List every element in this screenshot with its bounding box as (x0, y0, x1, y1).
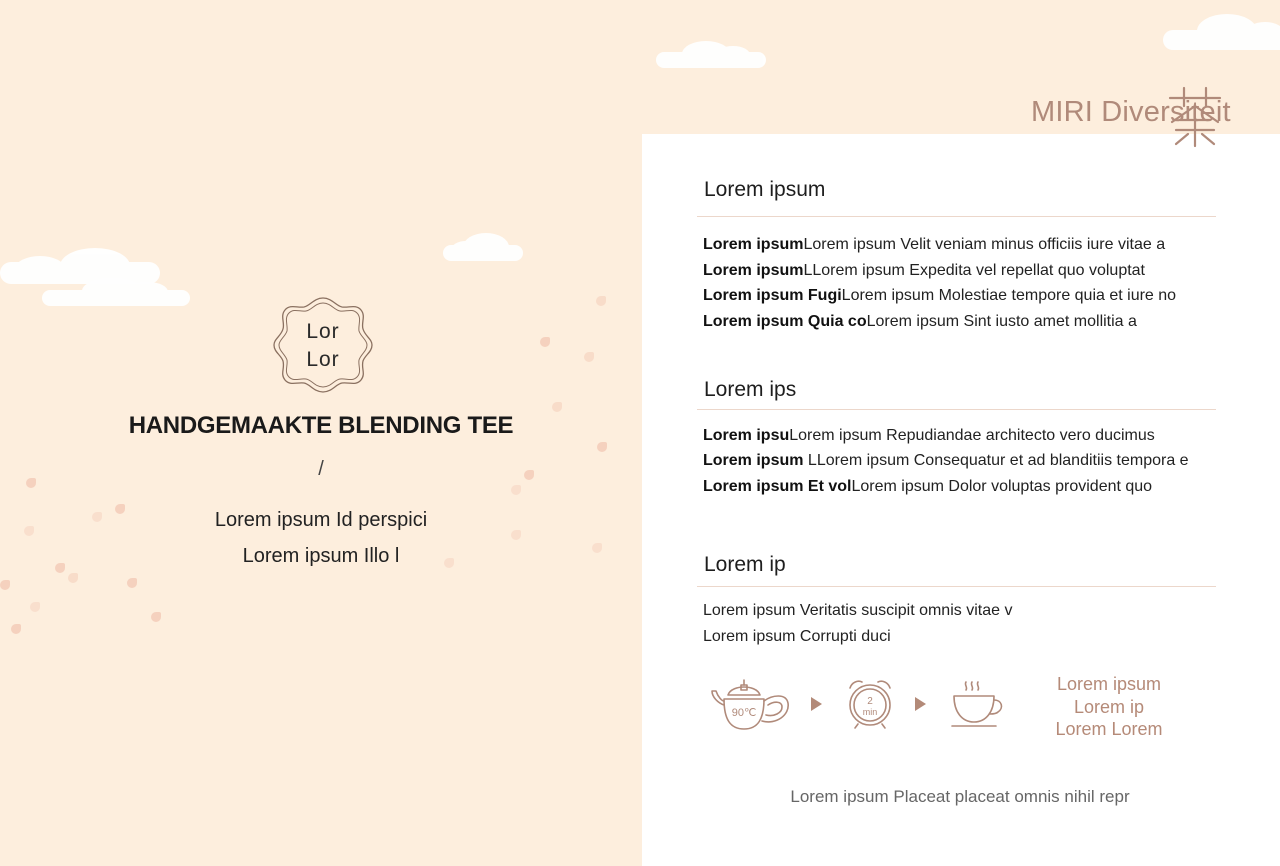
spec-key: Lorem ipsum Quia co (703, 313, 867, 330)
brewing-note-line: Lorem ipsum (1056, 674, 1162, 694)
petal-icon (552, 402, 562, 412)
brewing-note-line: Lorem ip (1073, 696, 1145, 717)
cloud-decoration (443, 245, 523, 261)
section-heading-1: Lorem ipsum (704, 178, 826, 201)
petal-icon (11, 624, 21, 634)
brewing-text-line: Lorem ipsum Corrupti duci (703, 628, 891, 645)
page-title: HANDGEMAAKTE BLENDING TEE (128, 412, 514, 439)
temperature-label: 90℃ (731, 707, 757, 719)
badge-line-2: Lor (306, 348, 340, 371)
spec-value: Lorem ipsum Molestiae tempore quia et iure no (841, 287, 1177, 304)
petal-icon (151, 612, 161, 622)
cloud-decoration (0, 262, 160, 284)
petal-icon (596, 296, 606, 306)
petal-icon (30, 602, 40, 612)
spec-value: Lorem ipsum Velit veniam minus officiis iure vitae a (803, 236, 1166, 253)
spec-row (703, 262, 1145, 280)
step-arrow-icon (915, 697, 926, 711)
petal-icon (540, 337, 550, 347)
time-unit: min (862, 707, 878, 717)
petal-icon (511, 485, 521, 495)
brewing-text-line: Lorem ipsum Veritatis suscipit omnis vitae v (703, 602, 1013, 619)
section-divider (697, 586, 1216, 587)
cloud-decoration (1163, 30, 1280, 50)
footer-note: Lorem ipsum Placeat placeat omnis nihil repr (790, 787, 1130, 806)
spec-value: Lorem ipsum Repudiandae architecto vero ducimus (789, 427, 1155, 444)
petal-icon (0, 580, 10, 590)
spec-key: Lorem ipsum Et vol (703, 478, 852, 495)
brewing-note (1030, 673, 1188, 741)
spec-row (703, 236, 1165, 254)
spec-key: Lorem ipsum (703, 236, 804, 253)
petal-icon (597, 442, 607, 452)
subtitle-line-2: Lorem ipsum Illo l (242, 545, 400, 567)
petal-icon (127, 578, 137, 588)
spec-key: Lorem ipsu (703, 427, 790, 444)
alarm-clock-icon (846, 678, 894, 730)
cloud-decoration (42, 290, 190, 306)
spec-value: LLorem ipsum Expedita vel repellat quo voluptat (803, 262, 1145, 279)
section-heading-2: Lorem ips (704, 378, 797, 401)
step-arrow-icon (811, 697, 822, 711)
spec-value: LLorem ipsum Consequatur et ad blanditiis tempora e (803, 452, 1189, 469)
tea-character-icon (1166, 84, 1224, 148)
spec-row (703, 287, 1176, 305)
teapot-icon (710, 677, 792, 731)
badge-line-1: Lor (306, 320, 340, 343)
subtitle-line-1: Lorem ipsum Id perspici (214, 509, 428, 531)
brewing-note-line: Lorem Lorem (1055, 719, 1163, 739)
time-value: 2 (867, 696, 873, 707)
brand-name: MIRI Diversiteit (1031, 96, 1231, 128)
section-heading-3: Lorem ip (704, 553, 786, 576)
spec-value: Lorem ipsum Sint iusto amet mollitia a (866, 313, 1137, 330)
spec-value: Lorem ipsum Dolor voluptas provident quo (851, 478, 1153, 495)
badge-text (272, 318, 374, 374)
section-divider (697, 409, 1216, 410)
petal-icon (68, 573, 78, 583)
spec-row (703, 452, 1189, 470)
section-divider (697, 216, 1216, 217)
spec-row (703, 478, 1152, 496)
tea-cup-icon (950, 680, 1006, 730)
spec-key: Lorem ipsum (703, 452, 804, 469)
spec-row (703, 427, 1155, 445)
spec-row (703, 313, 1137, 331)
spec-key: Lorem ipsum (703, 262, 804, 279)
petal-icon (584, 352, 594, 362)
spec-key: Lorem ipsum Fugi (703, 287, 842, 304)
cloud-decoration (656, 52, 766, 68)
title-separator: / (318, 458, 324, 480)
